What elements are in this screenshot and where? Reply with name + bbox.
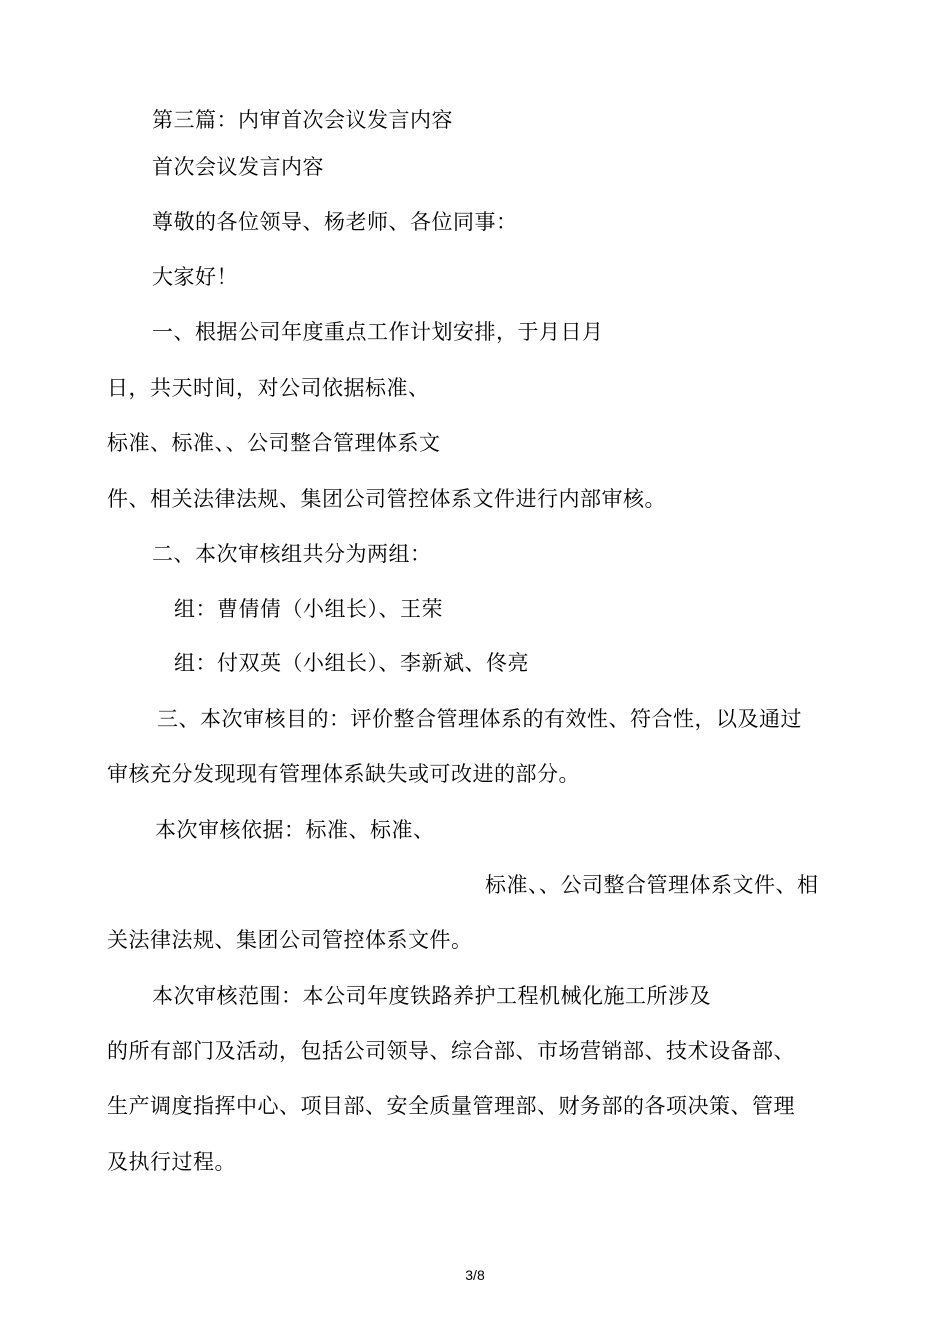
- paragraph-line: 审核充分发现现有管理体系缺失或可改进的部分。: [107, 762, 580, 786]
- sub-heading: 首次会议发言内容: [152, 155, 324, 179]
- paragraph-line: 标准、标准、、公司整合管理体系文: [107, 431, 441, 455]
- paragraph-line: 一、根据公司年度重点工作计划安排，于月日月: [152, 320, 604, 344]
- paragraph-line: 件、相关法律法规、集团公司管控体系文件进行内部审核。: [107, 487, 666, 511]
- paragraph-line: 关法律法规、集团公司管控体系文件。: [107, 928, 473, 952]
- paragraph-line: 本次审核依据：标准、标准、: [155, 818, 435, 842]
- section-heading: 第三篇：内审首次会议发言内容: [152, 108, 453, 132]
- paragraph-line: 的所有部门及活动，包括公司领导、综合部、市场营销部、技术设备部、: [107, 1039, 795, 1063]
- paragraph-line: 日，共天时间，对公司依据标准、: [107, 376, 430, 400]
- paragraph-line: 生产调度指挥中心、项目部、安全质量管理部、财务部的各项决策、管理: [107, 1094, 795, 1118]
- page-number: 3/8: [465, 1267, 485, 1283]
- paragraph-line: 及执行过程。: [107, 1150, 236, 1174]
- greeting: 大家好！: [152, 265, 238, 289]
- paragraph-line: 三、本次审核目的：评价整合管理体系的有效性、符合性，以及通过: [157, 707, 802, 731]
- paragraph-line: 标准、、公司整合管理体系文件、相: [485, 873, 819, 897]
- group-line: 组：曹倩倩（小组长）、王荣: [174, 597, 443, 621]
- paragraph-line: 二、本次审核组共分为两组：: [152, 542, 432, 566]
- group-line: 组：付双英（小组长）、李新斌、佟亮: [174, 651, 529, 675]
- paragraph-line: 本次审核范围：本公司年度铁路养护工程机械化施工所涉及: [152, 984, 711, 1008]
- salutation: 尊敬的各位领导、杨老师、各位同事：: [152, 210, 518, 234]
